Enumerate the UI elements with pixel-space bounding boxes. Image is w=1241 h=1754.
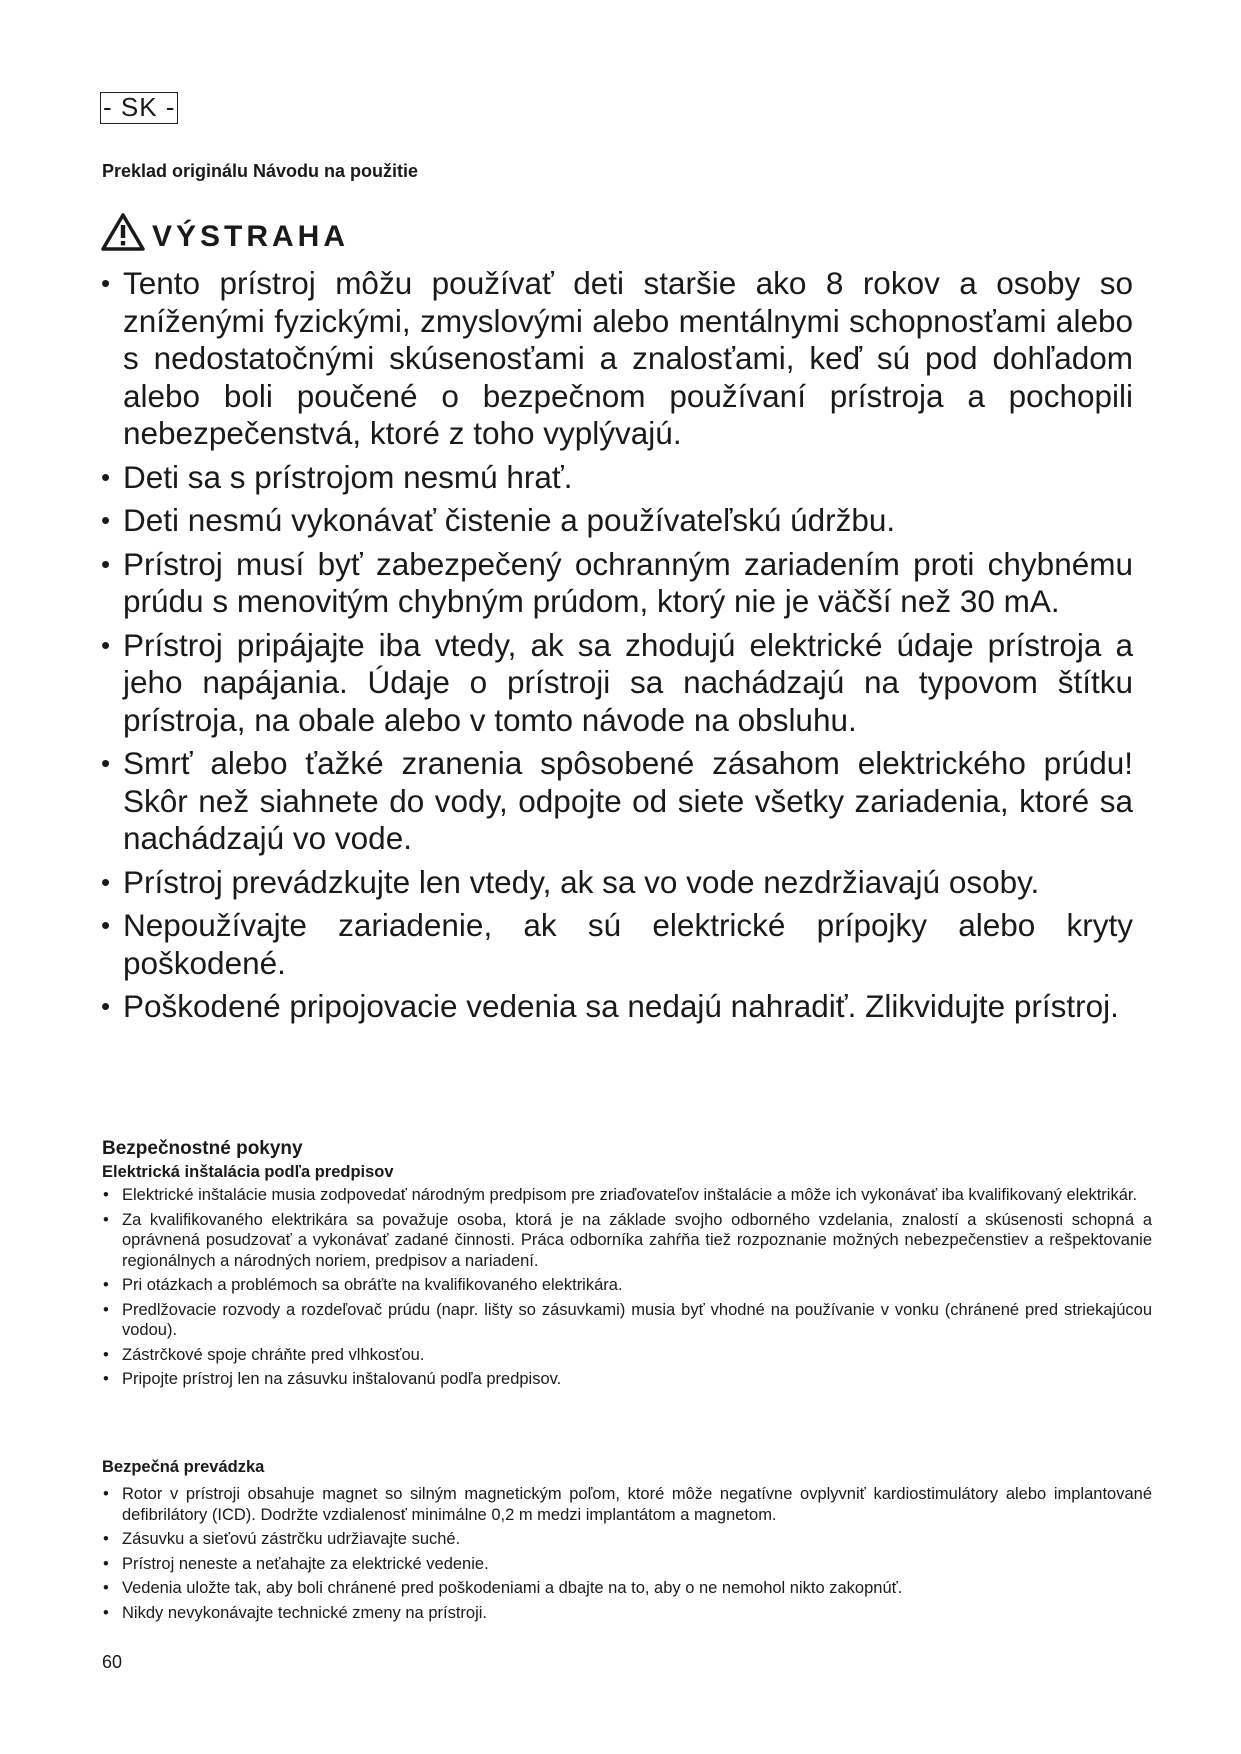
list-item: • Zásuvku a sieťovú zástrčku udržiavajte suché. bbox=[102, 1529, 1152, 1550]
operation-subtitle: Bezpečná prevádzka bbox=[102, 1458, 265, 1476]
operation-section bbox=[102, 1456, 1152, 1627]
warning-item: • Prístroj pripájajte iba vtedy, ak sa zhodujú elektrické údaje prístroja a jeho napájania. Údaje o prístroji sa nachádzajú na typovom štítku prístroja, na obale alebo v tomto návode na obsluhu. bbox=[101, 627, 1133, 740]
list-item: • Predlžovacie rozvody a rozdeľovač prúdu (napr. lišty so zásuvkami) musia byť vhodné na používanie v vonku (chránené pred striekajúcou vodou). bbox=[102, 1300, 1152, 1341]
list-item: • Elektrické inštalácie musia zodpovedať národným predpisom pre zriaďovateľov inštalácie a môže ich vykonávať iba kvalifikovaný elektrikár. bbox=[102, 1185, 1152, 1206]
page-number: 60 bbox=[102, 1652, 123, 1672]
document-subtitle: Preklad originálu Návodu na použitie bbox=[102, 161, 419, 181]
electrical-list bbox=[102, 1185, 1152, 1390]
warning-item: • Prístroj musí byť zabezpečený ochranným zariadením proti chybnému prúdu s menovitým chybným prúdom, ktorý nie je väčší než 30 mA. bbox=[101, 546, 1133, 621]
warning-triangle-icon bbox=[100, 212, 146, 252]
language-tag: - SK - bbox=[100, 92, 178, 124]
list-item: • Rotor v prístroji obsahuje magnet so silným magnetickým poľom, ktoré môže negatívne ovplyvniť kardiostimulátory alebo implantované defibrilátory (ICD). Dodržte vzdialenosť minimálne 0,2 m medzi implantátom a magnetom. bbox=[102, 1484, 1152, 1525]
list-item: • Za kvalifikovaného elektrikára sa považuje osoba, ktorá je na základe svojho odborného vzdelania, znalostí a skúsenosti schopná a oprávnená posudzovať a vykonávať zadané činnosti. Práca odborníka zahŕňa tiež rozpoznanie možných nebezpečenstiev a rešpektovanie regionálnych a národných noriem, predpisov a nariadení. bbox=[102, 1210, 1152, 1272]
warning-item: • Deti sa s prístrojom nesmú hrať. bbox=[101, 459, 1133, 497]
warning-heading bbox=[100, 212, 349, 252]
list-item: • Prístroj neneste a neťahajte za elektrické vedenie. bbox=[102, 1554, 1152, 1575]
list-item: • Pripojte prístroj len na zásuvku inštalovanú podľa predpisov. bbox=[102, 1369, 1152, 1390]
operation-list bbox=[102, 1484, 1152, 1623]
warning-item: • Smrť alebo ťažké zranenia spôsobené zásahom elektrického prúdu! Skôr než siahnete do vody, odpojte od siete všetky zariadenia, ktoré sa nachádzajú vo vode. bbox=[101, 745, 1133, 858]
warning-item: • Tento prístroj môžu používať deti staršie ako 8 rokov a osoby so zníženými fyzickými, zmyslovými alebo mentálnymi schopnosťami alebo s nedostatočnými skúsenosťami a znalosťami, keď sú pod dohľadom alebo boli poučené o bezpečnom používaní prístroja a pochopili nebezpečenstvá, ktoré z toho vyplývajú. bbox=[101, 265, 1133, 453]
warning-item: • Nepoužívajte zariadenie, ak sú elektrické prípojky alebo kryty poškodené. bbox=[101, 907, 1133, 982]
list-item: • Vedenia uložte tak, aby boli chránené pred poškodeniami a dbajte na to, aby o ne nemohol nikto zakopnúť. bbox=[102, 1578, 1152, 1599]
list-item: • Pri otázkach a problémoch sa obráťte na kvalifikovaného elektrikára. bbox=[102, 1275, 1152, 1296]
safety-section bbox=[102, 1137, 1152, 1394]
electrical-subtitle: Elektrická inštalácia podľa predpisov bbox=[102, 1163, 394, 1181]
warning-item: • Poškodené pripojovacie vedenia sa nedajú nahradiť. Zlikvidujte prístroj. bbox=[101, 988, 1133, 1026]
warning-item: • Deti nesmú vykonávať čistenie a používateľskú údržbu. bbox=[101, 502, 1133, 540]
warning-item: • Prístroj prevádzkujte len vtedy, ak sa vo vode nezdržiavajú osoby. bbox=[101, 864, 1133, 902]
warning-list bbox=[101, 265, 1133, 1032]
warning-title: VÝSTRAHA bbox=[152, 220, 350, 253]
list-item: • Zástrčkové spoje chráňte pred vlhkosťou. bbox=[102, 1345, 1152, 1366]
list-item: • Nikdy nevykonávajte technické zmeny na prístroji. bbox=[102, 1603, 1152, 1624]
safety-title: Bezpečnostné pokyny bbox=[102, 1138, 303, 1159]
